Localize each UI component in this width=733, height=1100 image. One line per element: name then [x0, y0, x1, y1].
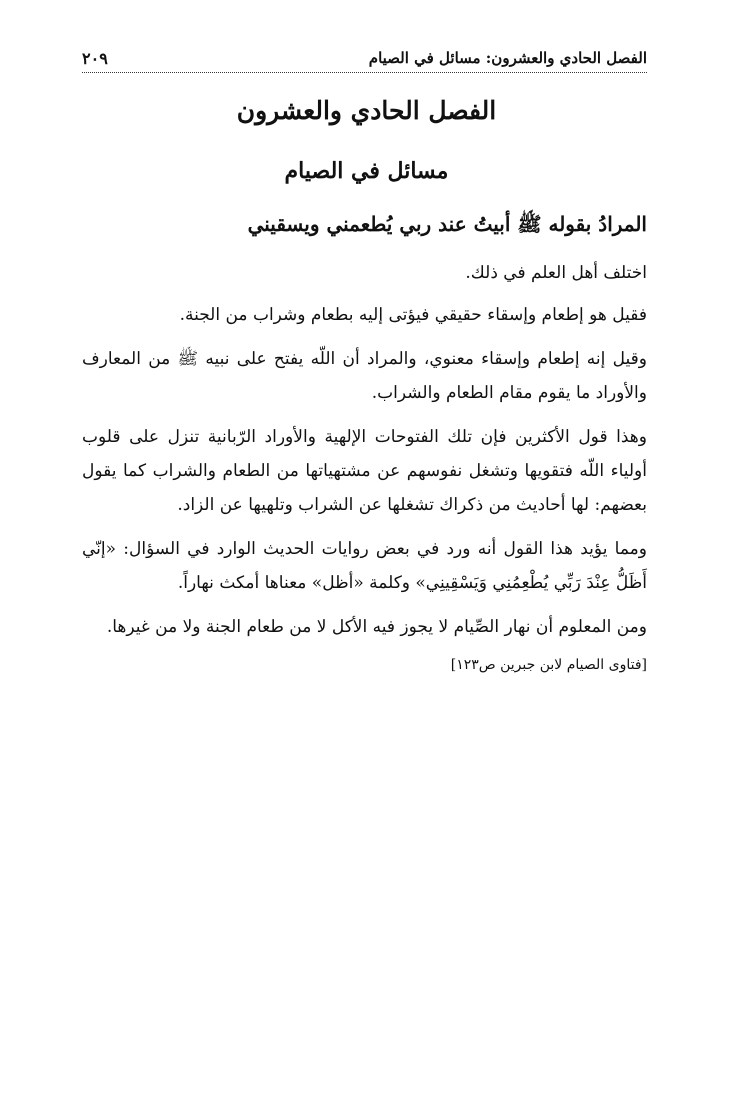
- chapter-title: الفصل الحادي والعشرون: [236, 96, 497, 125]
- paragraph: وقيل إنه إطعام وإسقاء معنوي، والمراد أن اللّه يفتح على نبيه ﷺ من المعارف والأوراد ما يقوم مقام الطعام والشراب.: [82, 349, 647, 403]
- paragraph: اختلف أهل العلم في ذلك.: [465, 263, 647, 283]
- body-text: [82, 256, 647, 686]
- paragraph: ومما يؤيد هذا القول أنه ورد في بعض روايات الحديث الوارد في السؤال: «إنّي أَظَلُّ عِنْدَ رَبِّي يُطْعِمُنِي وَيَسْقِينِي» وكلمة «أظل» معناها أمكث نهاراً.: [82, 539, 647, 593]
- chapter-subtitle: مسائل في الصيام: [284, 158, 449, 184]
- running-header: [82, 44, 647, 73]
- page-number: ٢٠٩: [82, 48, 108, 68]
- paragraph: وهذا قول الأكثرين فإن تلك الفتوحات الإلهية والأوراد الرّبانية تنزل على قلوب أولياء اللّه فتقويها وتشغل نفوسهم عن مشتهياتها من الطعام والشراب كما يقول بعضهم: لها أحاديث من ذكراك تشغلها عن الشراب وتلهيها عن الزاد.: [82, 427, 647, 515]
- citation: [فتاوى الصيام لابن جبرين ص١٢٣]: [450, 657, 647, 673]
- paragraph: ومن المعلوم أن نهار الصِّيام لا يجوز فيه الأكل لا من طعام الجنة ولا من غيرها.: [106, 617, 647, 637]
- paragraph: فقيل هو إطعام وإسقاء حقيقي فيؤتى إليه بطعام وشراب من الجنة.: [179, 305, 647, 325]
- section-heading: المرادُ بقوله ﷺ أبيتُ عند ربي يُطعمني ويسقيني: [247, 212, 647, 236]
- running-title: الفصل الحادي والعشرون: مسائل في الصيام: [368, 49, 647, 67]
